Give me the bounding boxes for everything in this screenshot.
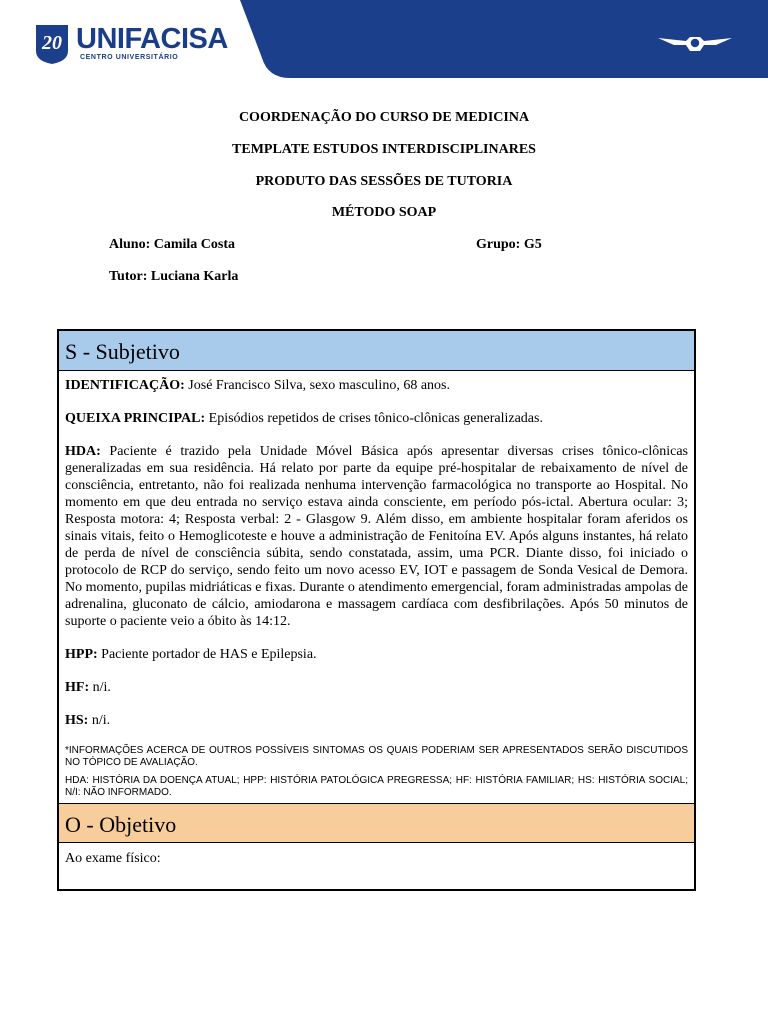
tutor-name: Tutor: Luciana Karla bbox=[109, 269, 239, 284]
queixa-paragraph: QUEIXA PRINCIPAL: Episódios repetidos de crises tônico-clônicas generalizadas. bbox=[65, 411, 543, 426]
logo-name: UNIFACISA bbox=[76, 23, 228, 55]
winged-emblem-icon bbox=[656, 32, 734, 54]
soap-table bbox=[57, 329, 696, 891]
hf-paragraph: HF: n/i. bbox=[65, 680, 111, 695]
unifacisa-logo bbox=[32, 20, 228, 66]
group-name: Grupo: G5 bbox=[476, 237, 542, 252]
abbreviations-note: HDA: HISTÓRIA DA DOENÇA ATUAL; HPP: HISTÓRIA PATOLÓGICA PREGRESSA; HF: HISTÓRIA FAMILIAR; HS: HISTÓRIA SOCIAL; N/I: NÃO INFORMADO. bbox=[65, 775, 688, 798]
svg-text:20: 20 bbox=[42, 32, 62, 54]
hpp-paragraph: HPP: Paciente portador de HAS e Epilepsia. bbox=[65, 647, 317, 662]
section-subjetivo-header: S - Subjetivo bbox=[59, 331, 694, 371]
title-product: PRODUTO DAS SESSÕES DE TUTORIA bbox=[255, 174, 513, 189]
section-objetivo-body: Ao exame físico: bbox=[65, 851, 161, 866]
title-template: TEMPLATE ESTUDOS INTERDISCIPLINARES bbox=[232, 142, 536, 157]
hs-paragraph: HS: n/i. bbox=[65, 713, 111, 728]
identificacao-paragraph: IDENTIFICAÇÃO: José Francisco Silva, sexo masculino, 68 anos. bbox=[65, 378, 450, 393]
evaluation-note: *INFORMAÇÕES ACERCA DE OUTROS POSSÍVEIS SINTOMAS OS QUAIS PODERIAM SER APRESENTADOS SERÃO DISCUTIDOS NO TÓPICO DE AVALIAÇÃO. bbox=[65, 745, 688, 768]
logo-subtitle: CENTRO UNIVERSITÁRIO bbox=[80, 54, 179, 61]
section-subjetivo-body bbox=[59, 371, 694, 803]
anniversary-20-icon bbox=[32, 21, 72, 65]
title-method: MÉTODO SOAP bbox=[331, 205, 437, 220]
hda-paragraph: HDA: Paciente é trazido pela Unidade Móvel Básica após apresentar diversas crises tônico-clônicas generalizadas em sua residência. Há relato por parte da equipe pré-hospitalar de rebaixamento de nível de consciência, entretanto, não foi realizada nenhuma intervenção farmacológica no transporte ao Hospital. No momento em que deu entrada no serviço estava ainda consciente, em período pós-ictal. Abertura ocular: 3; Resposta motora: 4; Resposta verbal: 2 - Glasgow 9. Além disso, em ambiente hospitalar foram aferidos os sinais vitais, feito o Hemoglicoteste e houve a administração de Fenitoína EV. Após alguns instantes, há relato de perda de nível de consciência súbita, sendo constatada, assim, uma PCR. Diante disso, foi iniciado o protocolo de RCP do serviço, sendo feito um novo acesso EV, IOT e passagem de Sonda Vesical de Demora. No momento, pupilas midriáticas e fixas. Durante o atendimento emergencial, foram administradas ampolas de adrenalina, gluconato de cálcio, amiodarona e massagem cardíaca com desfibrilações. Após 50 minutos de suporte o paciente veio a óbito às 14:12. bbox=[65, 444, 688, 629]
title-coordination: COORDENAÇÃO DO CURSO DE MEDICINA bbox=[238, 110, 530, 125]
student-name: Aluno: Camila Costa bbox=[109, 237, 236, 252]
section-objetivo-header: O - Objetivo bbox=[59, 803, 694, 843]
